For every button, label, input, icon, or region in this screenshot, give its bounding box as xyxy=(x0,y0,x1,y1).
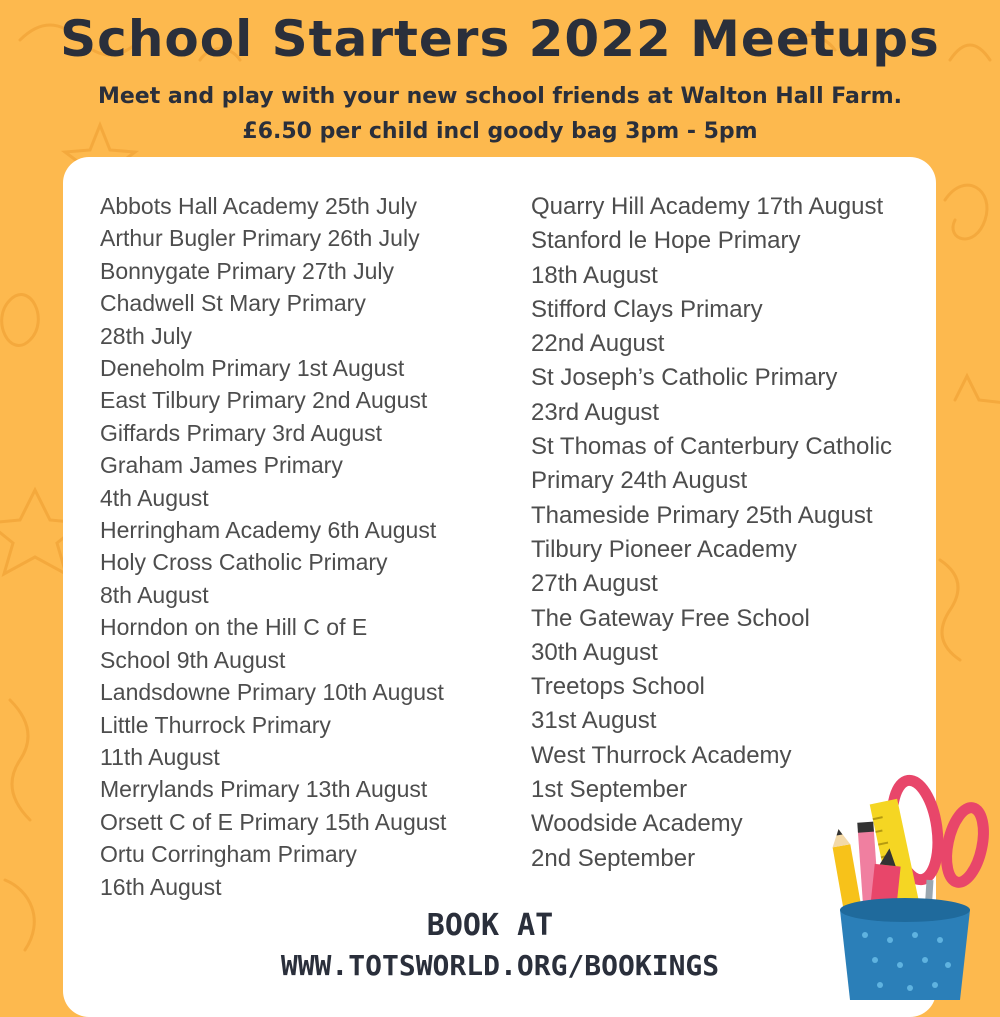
schedule-line: Herringham Academy 6th August xyxy=(100,517,437,544)
schedule-line: 28th July xyxy=(100,322,193,349)
schedule-line: 22nd August xyxy=(531,330,665,358)
schedule-line: Giffards Primary 3rd August xyxy=(100,419,383,446)
book-at-label: BOOK AT xyxy=(426,908,554,943)
schedule-line: Deneholm Primary 1st August xyxy=(100,355,405,382)
schedule-list-left xyxy=(100,190,446,903)
schedule-line: 8th August xyxy=(100,581,209,608)
schedule-line: West Thurrock Academy xyxy=(531,741,792,769)
cup-icon xyxy=(840,898,970,1000)
schedule-line: 31st August xyxy=(531,707,657,735)
booking-url-link[interactable]: WWW.TOTSWORLD.ORG/BOOKINGS xyxy=(280,949,720,982)
schedule-line: St Joseph’s Catholic Primary xyxy=(531,364,838,392)
schedule-line: Stifford Clays Primary xyxy=(531,295,763,323)
schedule-line: Merrylands Primary 13th August xyxy=(100,776,428,803)
schedule-line: 30th August xyxy=(531,638,658,666)
schedule-line: Stanford le Hope Primary xyxy=(531,227,801,255)
schedule-line: Arthur Bugler Primary 26th July xyxy=(100,225,420,252)
pencil-cup-illustration xyxy=(820,760,1000,1000)
schedule-line: 2nd September xyxy=(531,844,696,872)
schedule-line: 1st September xyxy=(531,776,688,804)
schedule-line: 27th August xyxy=(531,570,658,598)
schedule-line: Abbots Hall Academy 25th July xyxy=(100,193,418,219)
schedule-line: 23rd August xyxy=(531,398,660,426)
schedule-line: Thameside Primary 25th August xyxy=(531,501,873,529)
schedule-line: East Tilbury Primary 2nd August xyxy=(100,387,428,414)
schedule-line: 16th August xyxy=(100,873,222,900)
schedule-line: 4th August xyxy=(100,484,209,511)
schedule-line: Ortu Corringham Primary xyxy=(100,841,357,868)
schedule-line: Chadwell St Mary Primary xyxy=(100,290,366,317)
page-title: School Starters 2022 Meetups xyxy=(60,10,940,68)
schedule-line: Orsett C of E Primary 15th August xyxy=(100,808,447,835)
schedule-line: Graham James Primary xyxy=(100,452,343,479)
schedule-line: School 9th August xyxy=(100,646,286,673)
schedule-line: The Gateway Free School xyxy=(531,604,810,632)
schedule-line: Little Thurrock Primary xyxy=(100,711,331,738)
schedule-line: Landsdowne Primary 10th August xyxy=(100,679,444,706)
schedule-line: Tilbury Pioneer Academy xyxy=(531,535,797,563)
schedule-line: Quarry Hill Academy 17th August xyxy=(531,193,884,220)
schedule-line: Horndon on the Hill C of E xyxy=(100,614,368,641)
subtitle-location: Meet and play with your new school friends at Walton Hall Farm. xyxy=(97,84,902,109)
schedule-line: Holy Cross Catholic Primary xyxy=(100,549,388,576)
subtitle-price-time: £6.50 per child incl goody bag 3pm - 5pm xyxy=(242,119,758,144)
schedule-line: St Thomas of Canterbury Catholic xyxy=(531,433,893,461)
schedule-line: Treetops School xyxy=(531,673,705,701)
schedule-line: 11th August xyxy=(100,743,220,770)
schedule-line: 18th August xyxy=(531,261,658,289)
schedule-line: Primary 24th August xyxy=(531,467,748,495)
schedule-line: Bonnygate Primary 27th July xyxy=(100,257,395,284)
schedule-line: Woodside Academy xyxy=(531,810,743,838)
